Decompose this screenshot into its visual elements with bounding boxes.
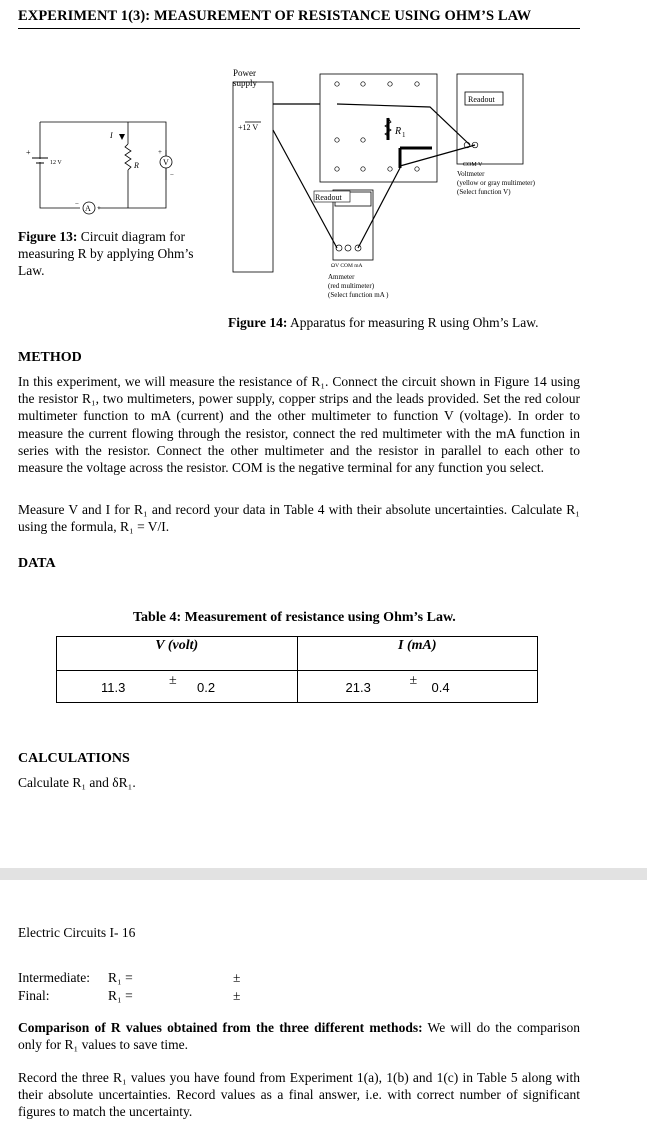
method-paragraph-1: In this experiment, we will measure the resistance of R₁. Connect the circuit shown in Figure 14 using the resistor R₁, two multimeters, power supply, copper strips and the leads provided. Set the red colour multimeter function to mA (current) and the other multimeter to function V (voltage). In order to measure the current flowing through the resistor, connect the red multimeter with the mA function in series with the resistor. Connect the other multimeter and the resistor in parallel to each other to measure the voltage across the resistor. COM is the negative terminal for any function you select.: [18, 374, 580, 476]
figure-13-caption: [18, 228, 198, 279]
table-4: [56, 636, 538, 703]
table-header-voltage: V (volt): [57, 637, 298, 671]
voltage-pm: ±: [169, 673, 177, 688]
fig14-com-v: COM V: [463, 162, 483, 168]
fig13-current-label: I: [110, 131, 113, 140]
method-paragraph-2: Measure V and I for R₁ and record your data in Table 4 with their absolute uncertainties. Calculate R₁ using the formula, R₁ = V/I.: [18, 502, 580, 535]
fig14-resistor-label: R: [395, 126, 402, 137]
voltage-uncertainty: 0.2: [197, 680, 216, 695]
fig13-plus-voltmeter: +: [158, 148, 162, 156]
fig14-caption-label: Figure 14:: [228, 315, 288, 330]
fig14-power-label-1: Power: [233, 68, 256, 78]
figure-14-caption: [228, 314, 538, 331]
current-value: 21.3: [345, 680, 371, 695]
fig13-plus-ammeter: +: [97, 204, 101, 212]
data-heading: DATA: [18, 556, 56, 571]
title-rule: [18, 28, 580, 29]
comparison-lead: Comparison of R values obtained from the three different methods:: [18, 1020, 423, 1035]
figure-13-circuit-diagram: [18, 110, 198, 220]
fig14-voltmeter-3: (Select function V): [457, 188, 511, 196]
fig14-readout-voltmeter: Readout: [468, 95, 495, 104]
page-title: EXPERIMENT 1(3): MEASUREMENT OF RESISTANCE USING OHM’S LAW: [18, 8, 532, 24]
final-label: Final:: [18, 988, 50, 1003]
fig14-ammeter-2: (red multimeter): [328, 282, 375, 290]
fig14-voltmeter-1: Voltmeter: [457, 170, 485, 178]
fig13-ammeter-label: A: [85, 204, 91, 213]
page-separator: [0, 868, 647, 880]
fig14-readout-ammeter: Readout: [315, 193, 342, 202]
comparison-paragraph-2: Record the three R₁ values you have found from Experiment 1(a), 1(b) and 1(c) in Table 5 along with their absolute uncertainties. Record values as a final answer, i.e. with correct number of significant figures to match the uncertainty.: [18, 1070, 580, 1120]
fig13-minus-voltmeter: −: [170, 171, 174, 179]
fig13-caption-label: Figure 13:: [18, 229, 78, 244]
fig13-battery-label: 12 V: [50, 160, 62, 166]
current-uncertainty: 0.4: [431, 680, 450, 695]
table-header-current: I (mA): [297, 637, 538, 671]
fig13-plus-battery: +: [26, 148, 31, 157]
table-cell-voltage: [57, 671, 298, 703]
fig14-caption-text: Apparatus for measuring R using Ohm’s Law.: [290, 315, 539, 330]
method-heading: METHOD: [18, 350, 82, 365]
intermediate-label: Intermediate:: [18, 970, 90, 985]
calculations-heading: CALCULATIONS: [18, 751, 130, 766]
fig13-caption-text: Circuit diagram for measuring R by applying Ohm’s Law.: [18, 229, 194, 278]
fig14-resistor-sub: 1: [402, 131, 406, 139]
current-pm: ±: [409, 673, 418, 688]
final-expression: R₁ =: [108, 988, 133, 1003]
table-cell-current: [297, 671, 538, 703]
figure-14-apparatus-diagram: [225, 62, 575, 307]
fig14-ammeter-3: (Select function mA ): [328, 291, 389, 299]
fig14-ammeter-terminals: ΩV COM mA: [331, 263, 363, 269]
fig14-volts-label: +12 V: [238, 123, 259, 132]
table-4-caption: Table 4: Measurement of resistance using Ohm’s Law.: [133, 610, 456, 625]
intermediate-pm: ±: [233, 970, 241, 985]
calculations-text: Calculate R₁ and δR₁.: [18, 775, 136, 790]
fig13-resistor-label: R: [134, 161, 139, 170]
voltage-value: 11.3: [101, 680, 126, 695]
fig14-power-label-2: supply: [233, 78, 258, 88]
intermediate-expression: R₁ =: [108, 970, 133, 985]
fig13-minus-ammeter: −: [75, 200, 79, 208]
comparison-paragraph: [18, 1019, 580, 1053]
fig13-voltmeter-label: V: [163, 158, 169, 167]
comparison-rest: We will do the comparison only for R₁ values to save time.: [18, 1020, 580, 1053]
fig14-voltmeter-2: (yellow or gray multimeter): [457, 179, 535, 187]
final-pm: ±: [233, 988, 241, 1003]
page-footer: Electric Circuits I- 16: [18, 925, 136, 940]
fig14-ammeter-1: Ammeter: [328, 273, 355, 281]
